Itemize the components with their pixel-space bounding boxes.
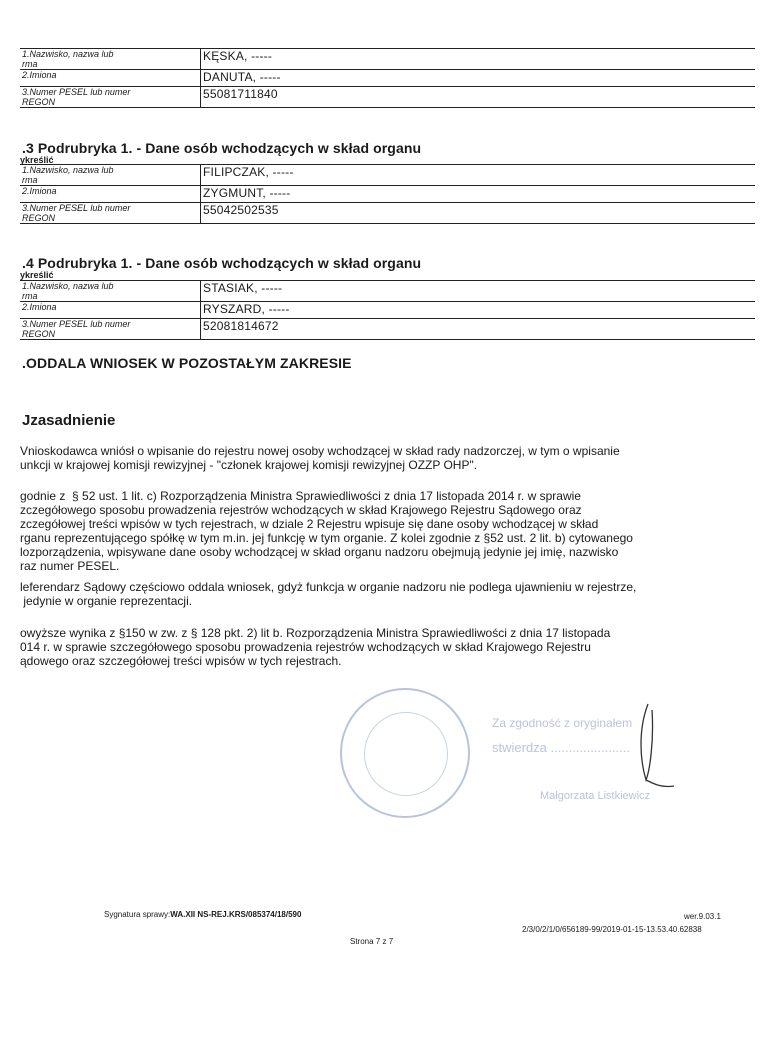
paragraph-3: leferendarz Sądowy częściowo oddala wniosek, gdyż funkcja w organie nadzoru nie podlega ujawnieniu w rejestrze, jedynie w organie reprezentacji. [20,580,637,608]
handwritten-signature [620,700,680,790]
pesel-label: 3.Numer PESEL lub numer REGON [20,87,201,108]
section4-strike-label: ykreślić [20,270,54,280]
names-label: 2.Imiona [20,70,201,87]
stamp-line-1: Za zgodność z oryginałem [492,716,633,730]
seal-emblem [364,712,448,796]
paragraph-1: Vnioskodawca wniósł o wpisanie do rejestru nowej osoby wchodzącej w skład rady nadzorczej, w tym o wpisanie unkcji w krajowej komisji rewizyjnej - "członek krajowej komisji rewizyjnej OZZP OHP". [20,444,620,472]
pesel-label: 3.Numer PESEL lub numer REGON [20,319,201,340]
paragraph-2: godnie z § 52 ust. 1 lit. c) Rozporządzenia Ministra Sprawiedliwości z dnia 17 listopada 2014 r. w sprawie zczegółowego sposobu prowadzenia rejestrów wchodzących w skład Krajowego Rejestru Sądowego oraz zczegółowej treści wpisów w tych rejestrach, w dziale 2 Rejestru wpisuje się dane osoby wchodzącej w skład rganu reprezentującego spółkę w tym m.in. jej funkcję w tym organie. Z kolei zgodnie z §52 ust. 2 lit. b) cytowanego lozporządzenia, wpisywane dane osoby wchodzącej w skład organu nadzoru obejmują jedynie jej imię, nazwisko raz numer PESEL. [20,489,633,573]
names-value: DANUTA, ----- [201,70,756,87]
section3-title: .3 Podrubryka 1. - Dane osób wchodzących w skład organu [22,140,422,156]
stamp-line-3: Małgorzata Listkiewicz [540,790,651,802]
record-table-top [20,48,755,108]
surname-value: STASIAK, ----- [201,281,756,302]
surname-label: 1.Nazwisko, nazwa lub rma [20,165,201,186]
footer-version: wer.9.03.1 [684,912,721,921]
decision-heading: .ODDALA WNIOSEK W POZOSTAŁYM ZAKRESIE [22,355,352,371]
justification-title: Jzasadnienie [22,412,116,429]
footer-signature: Sygnatura sprawy:WA.XII NS-REJ.KRS/085374/18/590 [104,910,302,919]
pesel-value: 52081814672 [201,319,756,340]
stamp-line-2: stwierdza ...................... [492,740,630,755]
footer-docid: 2/3/0/2/1/0/656189-99/2019-01-15-13.53.40.62838 [522,925,702,934]
names-label: 2.Imiona [20,186,201,203]
pesel-label: 3.Numer PESEL lub numer REGON [20,203,201,224]
surname-label: 1.Nazwisko, nazwa lub rma [20,281,201,302]
section3-strike-label: ykreślić [20,155,54,165]
section4-title: .4 Podrubryka 1. - Dane osób wchodzących w skład organu [22,255,422,271]
official-seal [340,688,470,818]
surname-value: FILIPCZAK, ----- [201,165,756,186]
pesel-value: 55081711840 [201,87,756,108]
names-label: 2.Imiona [20,302,201,319]
names-value: RYSZARD, ----- [201,302,756,319]
paragraph-4: owyższe wynika z §150 w zw. z § 128 pkt. 2) lit b. Rozporządzenia Ministra Sprawiedliwości z dnia 17 listopada 014 r. w sprawie szczegółowego sposobu prowadzenia rejestrów wchodzących w skład Krajowego Rejestru ądowego oraz szczegółowej treści wpisów w tych rejestrach. [20,626,611,668]
pesel-value: 55042502535 [201,203,756,224]
surname-label: 1.Nazwisko, nazwa lub rma [20,49,201,70]
footer-page-number: Strona 7 z 7 [350,937,394,946]
surname-value: KĘSKA, ----- [201,49,756,70]
record-table-section3 [20,164,755,224]
names-value: ZYGMUNT, ----- [201,186,756,203]
record-table-section4 [20,280,755,340]
